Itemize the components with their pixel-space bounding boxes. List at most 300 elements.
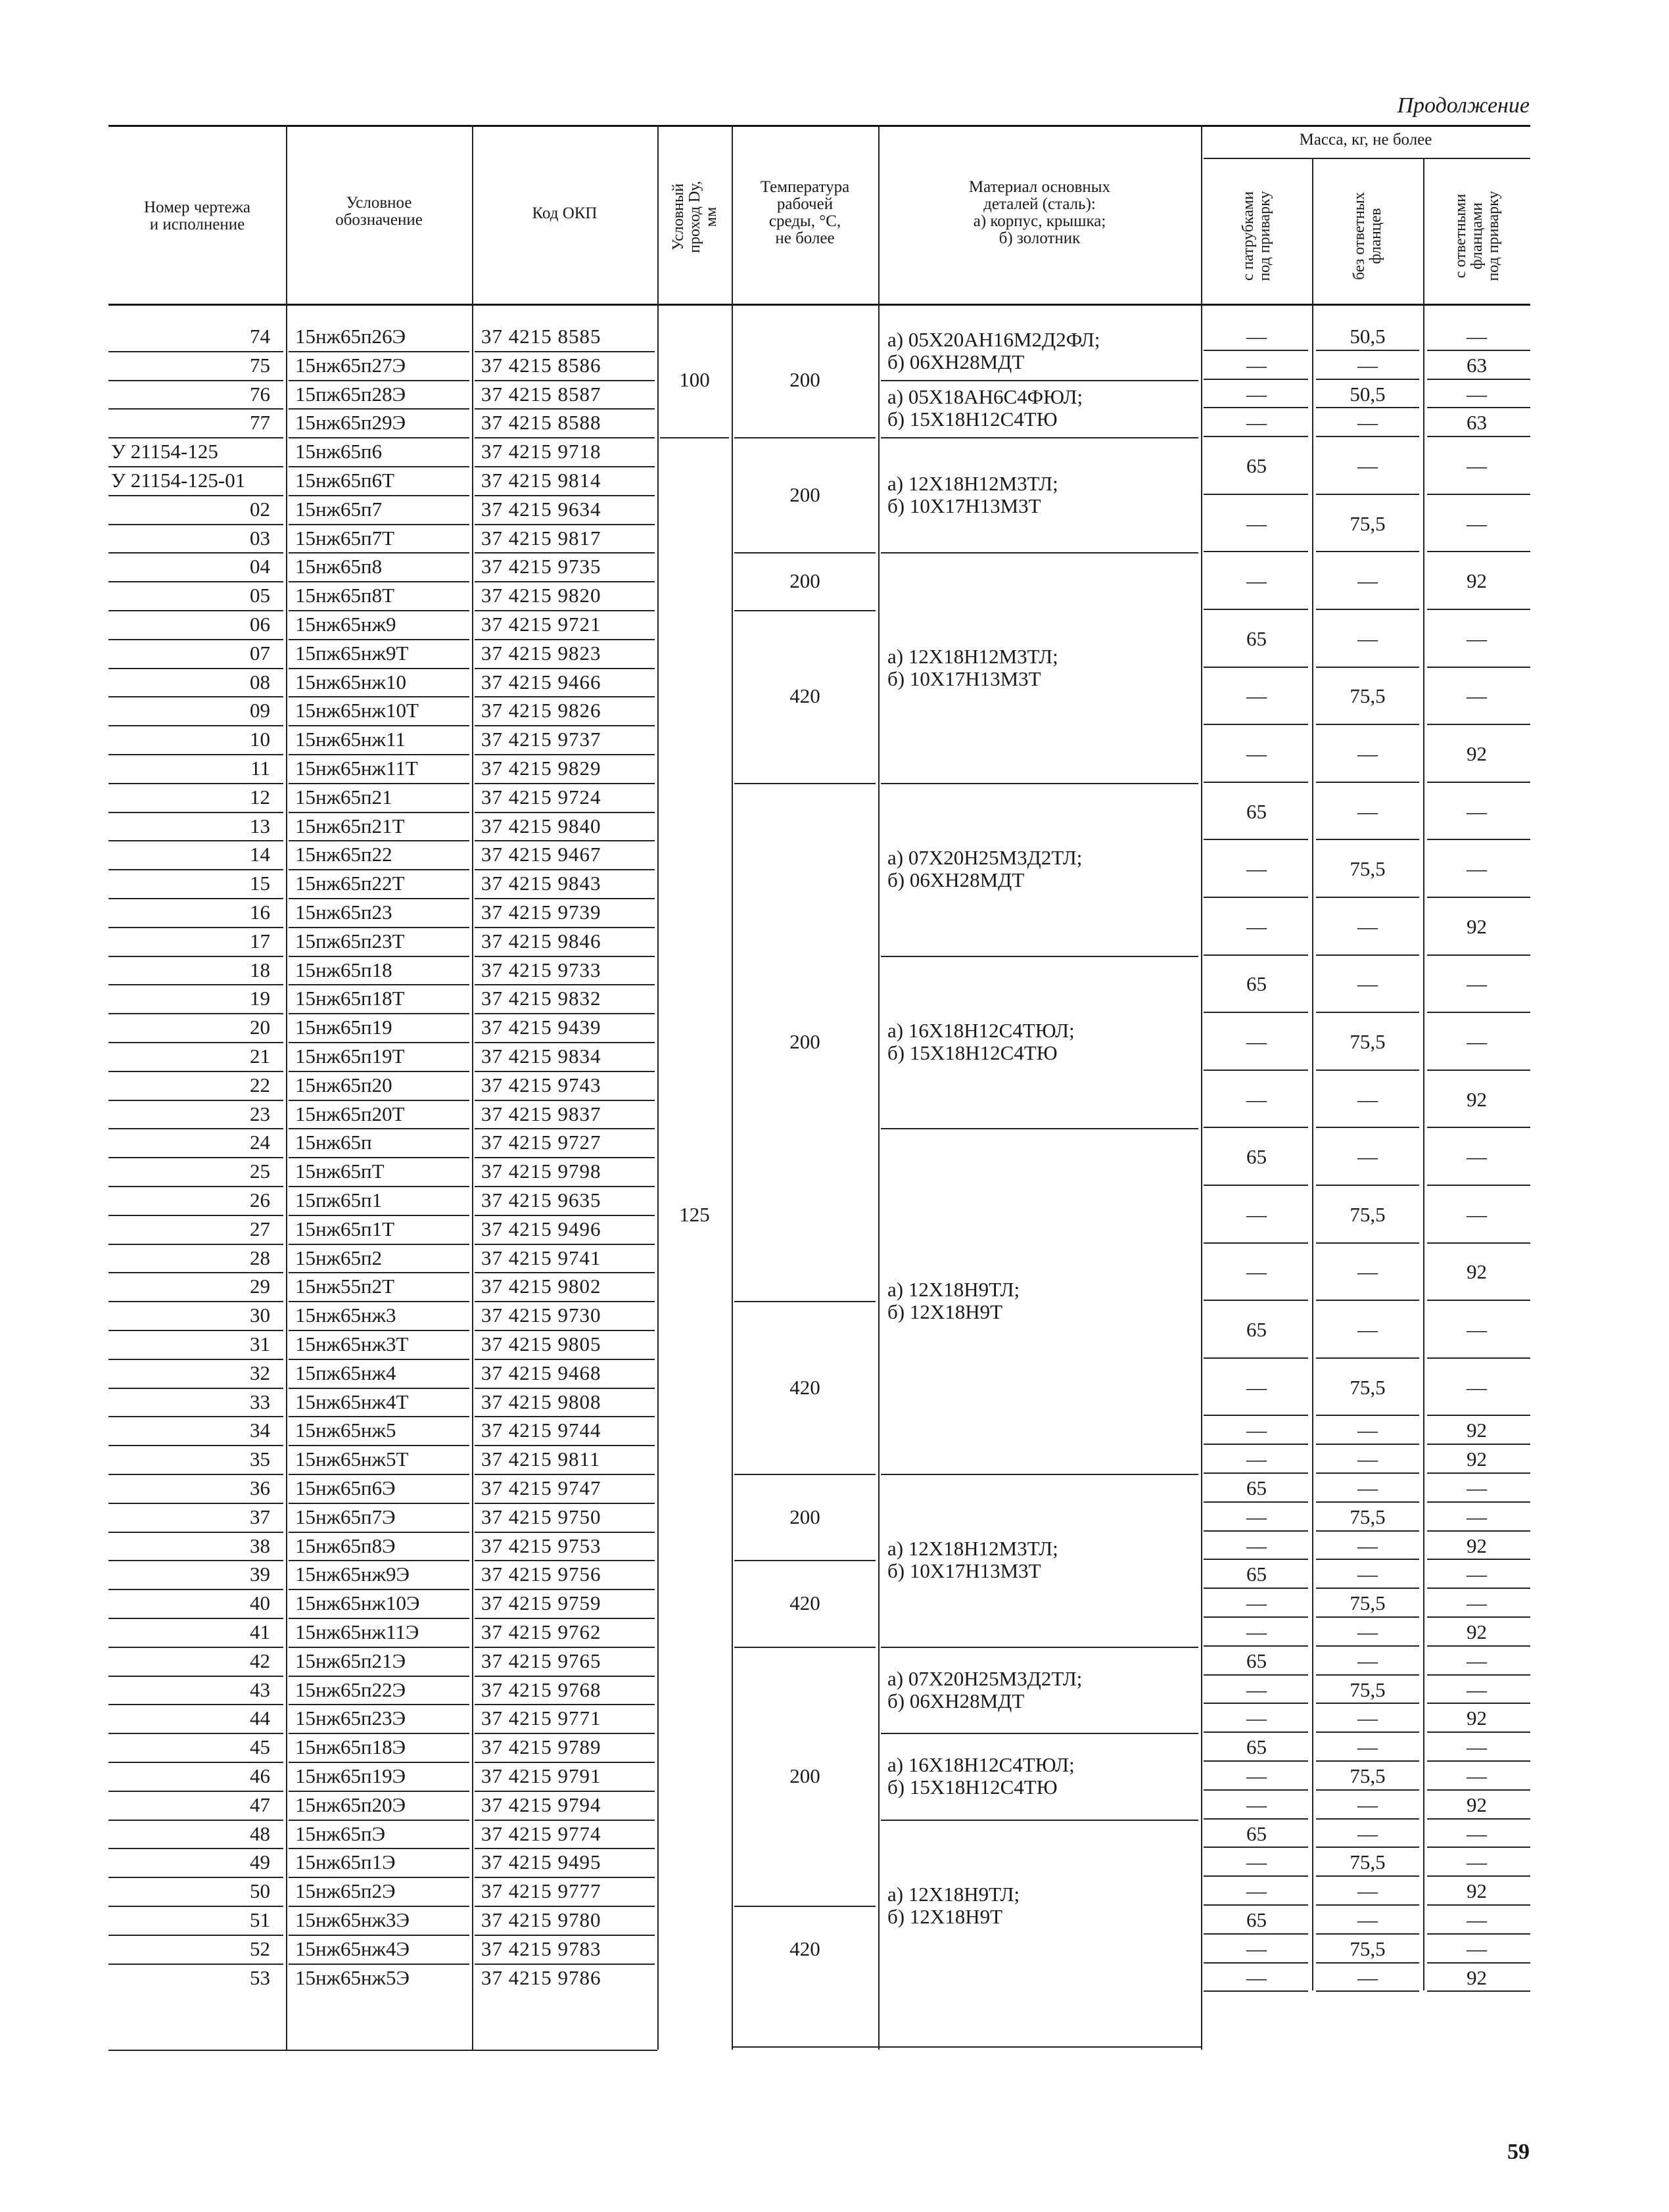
drawing-number: 08 <box>250 670 270 694</box>
mass-rule <box>1427 897 1530 898</box>
material-spool: б) 06ХН28МДТ <box>887 350 1025 373</box>
designation: 15нж65нж9Э <box>295 1563 410 1586</box>
designation: 15нж65п18Т <box>295 987 405 1010</box>
mass-rule <box>1427 1472 1530 1474</box>
designation: 15нж65п21Э <box>295 1649 406 1672</box>
row-rule <box>108 840 283 841</box>
row-rule <box>289 696 469 697</box>
row-rule <box>475 1877 655 1878</box>
okp-code: 37 4215 9829 <box>481 757 601 780</box>
mass-with-flanges: 92 <box>1467 569 1487 593</box>
okp-code: 37 4215 9735 <box>481 555 601 578</box>
drawing-number: 52 <box>250 1937 270 1960</box>
mass-without-flanges: — <box>1357 454 1378 477</box>
designation: 15нж65нж9 <box>295 613 396 636</box>
header-top-rule <box>108 125 1530 127</box>
designation: 15нж65п21Т <box>295 814 405 837</box>
mass-with-flanges: 92 <box>1467 1620 1487 1643</box>
row-rule <box>475 351 655 352</box>
mass-rule <box>1316 1415 1419 1416</box>
designation: 15нж65п19Т <box>295 1045 405 1068</box>
designation: 15нж65п27Э <box>295 353 406 377</box>
okp-code: 37 4215 9635 <box>481 1188 601 1212</box>
drawing-number: 29 <box>250 1275 270 1298</box>
material-body: а) 12Х18Н12М3ТЛ; <box>887 471 1058 495</box>
designation: 15пж65п1 <box>295 1188 383 1212</box>
row-rule <box>108 380 283 381</box>
row-rule <box>289 1416 469 1417</box>
row-rule <box>475 840 655 841</box>
row-rule <box>108 725 283 726</box>
mass-with-pipes: 65 <box>1246 1822 1267 1845</box>
mass-rule <box>1316 1300 1419 1301</box>
mass-with-flanges: — <box>1467 1850 1487 1874</box>
mass-without-flanges: — <box>1357 1649 1378 1672</box>
mass-rule <box>1204 1530 1308 1532</box>
mass-rule <box>1316 782 1419 783</box>
mass-without-flanges: 50,5 <box>1350 324 1386 348</box>
mass-with-pipes: — <box>1246 1447 1267 1471</box>
mass-without-flanges: 75,5 <box>1350 511 1386 535</box>
okp-code: 37 4215 9777 <box>481 1879 601 1903</box>
drawing-number: 37 <box>250 1505 270 1528</box>
mass-rule <box>1204 1847 1308 1848</box>
row-rule <box>475 1445 655 1446</box>
mass-rule <box>1316 1645 1419 1647</box>
mass-rule <box>1427 1012 1530 1013</box>
mass-rule <box>1204 1904 1308 1906</box>
row-rule <box>108 1618 283 1619</box>
row-rule <box>289 984 469 985</box>
row-rule <box>289 1244 469 1245</box>
row-rule <box>475 1704 655 1705</box>
row-rule <box>289 639 469 640</box>
designation: 15нж65п8Т <box>295 584 395 607</box>
mass-without-flanges: — <box>1357 1260 1378 1284</box>
drawing-number: 10 <box>250 728 270 751</box>
okp-code: 37 4215 9826 <box>481 699 601 722</box>
mass-rule <box>1204 1760 1308 1762</box>
mass-with-pipes: 65 <box>1246 799 1267 823</box>
mass-with-flanges: — <box>1467 1735 1487 1759</box>
row-rule <box>475 1013 655 1014</box>
mass-rule <box>1204 954 1308 956</box>
row-rule <box>475 1848 655 1849</box>
row-rule <box>108 869 283 870</box>
group-rule <box>881 1128 1198 1129</box>
okp-code: 37 4215 9737 <box>481 728 601 751</box>
drawing-number: 07 <box>250 641 270 665</box>
row-rule <box>475 1964 655 1965</box>
mass-rule <box>1316 1070 1419 1071</box>
mass-with-flanges: 92 <box>1467 1087 1487 1111</box>
header-mass-without-flanges: без ответных фланцев <box>1350 191 1384 280</box>
drawing-number: 25 <box>250 1160 270 1183</box>
mass-with-pipes: — <box>1246 1030 1267 1053</box>
mass-without-flanges: — <box>1357 1476 1378 1499</box>
row-rule <box>475 552 655 553</box>
okp-code: 37 4215 9823 <box>481 641 601 665</box>
row-rule <box>108 1474 283 1475</box>
drawing-number: 21 <box>250 1045 270 1068</box>
row-rule <box>475 1560 655 1561</box>
row-rule <box>108 1935 283 1936</box>
row-rule <box>475 1071 655 1072</box>
row-rule <box>475 466 655 467</box>
row-rule <box>289 1647 469 1648</box>
mass-rule <box>1427 436 1530 437</box>
mass-with-pipes: — <box>1246 1591 1267 1615</box>
row-rule <box>475 956 655 957</box>
designation: 15нж65п19Э <box>295 1764 406 1787</box>
mass-rule <box>1427 1530 1530 1532</box>
mass-with-pipes: 65 <box>1246 454 1267 477</box>
mass-with-flanges: — <box>1467 1908 1487 1931</box>
row-rule <box>108 1704 283 1705</box>
group-rule <box>881 552 1198 553</box>
drawing-number: 41 <box>250 1620 270 1643</box>
designation: 15нж65п22Э <box>295 1678 406 1701</box>
header-designation: Условное обозначение <box>335 194 423 229</box>
mass-with-pipes: — <box>1246 914 1267 938</box>
row-rule <box>108 1042 283 1043</box>
mass-rule <box>1204 1012 1308 1013</box>
drawing-number: 35 <box>250 1447 270 1471</box>
temperature-value: 420 <box>789 1937 820 1960</box>
row-rule <box>108 1589 283 1590</box>
mass-rule <box>1427 1703 1530 1704</box>
designation: 15нж65п22 <box>295 843 392 866</box>
row-rule <box>108 1186 283 1187</box>
okp-code: 37 4215 9840 <box>481 814 601 837</box>
continuation-label: Продолжение <box>1397 93 1530 118</box>
okp-code: 37 4215 9750 <box>481 1505 601 1528</box>
drawing-number: 19 <box>250 987 270 1010</box>
row-rule <box>289 1906 469 1907</box>
row-rule <box>475 1272 655 1273</box>
mass-without-flanges: — <box>1357 1965 1378 1989</box>
designation: 15нж65пЭ <box>295 1822 386 1845</box>
temperature-value: 420 <box>789 1591 820 1615</box>
mass-rule <box>1427 1501 1530 1503</box>
row-rule <box>289 725 469 726</box>
mass-rule <box>1204 1875 1308 1877</box>
row-rule <box>108 1503 283 1504</box>
designation: 15нж65нж3 <box>295 1304 396 1327</box>
mass-with-pipes: — <box>1246 1202 1267 1226</box>
mass-without-flanges: 50,5 <box>1350 382 1386 406</box>
group-rule <box>881 956 1198 957</box>
group-rule <box>734 1474 876 1475</box>
drawing-number: 24 <box>250 1131 270 1154</box>
mass-rule <box>1204 1703 1308 1704</box>
row-rule <box>289 1762 469 1763</box>
mass-rule <box>1316 724 1419 725</box>
designation: 15нж65п1Э <box>295 1850 396 1874</box>
row-rule <box>475 1618 655 1619</box>
mass-with-flanges: 92 <box>1467 1879 1487 1903</box>
mass-subheader-rule <box>1204 158 1530 159</box>
designation: 15нж65п7Э <box>295 1505 396 1528</box>
row-rule <box>289 1474 469 1475</box>
row-rule <box>475 1532 655 1533</box>
material-spool: б) 06ХН28МДТ <box>887 868 1025 892</box>
mass-rule <box>1316 1760 1419 1762</box>
mass-without-flanges: — <box>1357 1908 1378 1931</box>
okp-code: 37 4215 9768 <box>481 1678 601 1701</box>
row-rule <box>108 581 283 582</box>
group-rule <box>734 783 876 784</box>
okp-code: 37 4215 9467 <box>481 843 601 866</box>
row-rule <box>289 1503 469 1504</box>
mass-rule <box>1316 1501 1419 1503</box>
mass-rule <box>1427 1789 1530 1791</box>
table-bottom-rule <box>108 2050 657 2051</box>
okp-code: 37 4215 9798 <box>481 1160 601 1183</box>
drawing-number: 14 <box>250 843 270 866</box>
drawing-number: 75 <box>250 353 270 377</box>
row-rule <box>289 1157 469 1158</box>
mass-with-flanges: — <box>1467 1563 1487 1586</box>
mass-with-flanges: — <box>1467 1030 1487 1053</box>
mass-with-flanges: — <box>1467 857 1487 881</box>
row-rule <box>289 927 469 928</box>
okp-code: 37 4215 9820 <box>481 584 601 607</box>
mass-rule <box>1204 782 1308 783</box>
mass-without-flanges: 75,5 <box>1350 1850 1386 1874</box>
row-rule <box>475 1906 655 1907</box>
drawing-number: 43 <box>250 1678 270 1701</box>
material-body: а) 07Х20Н25М3Д2ТЛ; <box>887 1666 1083 1690</box>
mass-rule <box>1427 1185 1530 1186</box>
mass-rule <box>1204 1990 1308 1992</box>
row-rule <box>108 1877 283 1878</box>
drawing-number: 45 <box>250 1735 270 1759</box>
row-rule <box>108 524 283 525</box>
mass-without-flanges: — <box>1357 1145 1378 1169</box>
drawing-number: 46 <box>250 1764 270 1787</box>
drawing-number: 16 <box>250 901 270 924</box>
mass-rule <box>1427 1875 1530 1877</box>
designation: 15пж65нж9Т <box>295 641 409 665</box>
designation: 15нж65п20Э <box>295 1793 406 1816</box>
row-rule <box>108 1244 283 1245</box>
row-rule <box>289 1042 469 1043</box>
drawing-number: 04 <box>250 555 270 578</box>
mass-column-divider <box>1423 158 1424 304</box>
material-body: а) 12Х18Н12М3ТЛ; <box>887 1537 1058 1561</box>
mass-with-flanges: 92 <box>1467 1419 1487 1442</box>
okp-code: 37 4215 9802 <box>481 1275 601 1298</box>
mass-rule <box>1316 1185 1419 1186</box>
designation: 15нж65нж11Т <box>295 757 418 780</box>
drawing-number: У 21154-125-01 <box>111 469 246 492</box>
okp-code: 37 4215 8587 <box>481 382 601 406</box>
table-bottom-rule <box>732 2046 1201 2048</box>
designation: 15нж65нж11Э <box>295 1620 419 1643</box>
header-material: Материал основных деталей (сталь): а) корпус, крышка; б) золотник <box>968 178 1111 247</box>
drawing-number: 50 <box>250 1879 270 1903</box>
mass-without-flanges: — <box>1357 1735 1378 1759</box>
nominal-bore-value: 100 <box>679 367 710 391</box>
okp-code: 37 4215 8586 <box>481 353 601 377</box>
row-rule <box>289 1013 469 1014</box>
group-rule <box>881 1474 1198 1475</box>
mass-without-flanges: — <box>1357 1318 1378 1341</box>
mass-without-flanges: — <box>1357 569 1378 593</box>
row-rule <box>289 552 469 553</box>
row-rule <box>475 524 655 525</box>
mass-with-flanges: — <box>1467 1375 1487 1399</box>
mass-rule <box>1204 1588 1308 1589</box>
mass-rule <box>1316 1962 1419 1964</box>
group-rule <box>734 552 876 553</box>
designation: 15нж65п21 <box>295 785 392 809</box>
okp-code: 37 4215 9832 <box>481 987 601 1010</box>
okp-code: 37 4215 9846 <box>481 929 601 953</box>
designation: 15нж65нж11 <box>295 728 406 751</box>
drawing-number: 02 <box>250 497 270 521</box>
okp-code: 37 4215 8588 <box>481 411 601 435</box>
designation: 15нж65п23 <box>295 901 392 924</box>
mass-without-flanges: — <box>1357 411 1378 435</box>
drawing-number: 77 <box>250 411 270 435</box>
row-rule <box>475 984 655 985</box>
mass-column-divider <box>1312 158 1313 304</box>
okp-code: 37 4215 9789 <box>481 1735 601 1759</box>
row-rule <box>289 1676 469 1677</box>
designation: 15пж65нж4 <box>295 1361 396 1384</box>
drawing-number: 33 <box>250 1390 270 1413</box>
mass-rule <box>1316 1616 1419 1618</box>
row-rule <box>108 1820 283 1821</box>
mass-rule <box>1316 1875 1419 1877</box>
drawing-number: 18 <box>250 958 270 981</box>
mass-rule <box>1427 1990 1530 1992</box>
material-body: а) 05Х20АН16М2Д2ФЛ; <box>887 327 1100 351</box>
designation: 15нж65п20 <box>295 1073 392 1096</box>
mass-rule <box>1427 609 1530 610</box>
row-rule <box>289 812 469 813</box>
row-rule <box>108 984 283 985</box>
mass-rule <box>1427 1300 1530 1301</box>
row-rule <box>289 1532 469 1533</box>
mass-rule <box>1204 1127 1308 1128</box>
mass-without-flanges: 75,5 <box>1350 1591 1386 1615</box>
row-rule <box>475 437 655 438</box>
body-column-divider <box>657 304 659 2050</box>
row-rule <box>108 552 283 553</box>
row-rule <box>475 869 655 870</box>
group-rule <box>660 437 729 438</box>
mass-rule <box>1316 1933 1419 1935</box>
okp-code: 37 4215 8585 <box>481 325 601 348</box>
mass-with-flanges: — <box>1467 1678 1487 1701</box>
temperature-value: 200 <box>789 1030 820 1053</box>
drawing-number: 12 <box>250 785 270 809</box>
row-rule <box>108 466 283 467</box>
okp-code: 37 4215 9805 <box>481 1332 601 1355</box>
mass-rule <box>1204 436 1308 437</box>
temperature-value: 420 <box>789 1375 820 1399</box>
mass-rule <box>1427 1357 1530 1359</box>
row-rule <box>289 466 469 467</box>
mass-rule <box>1204 1472 1308 1474</box>
row-rule <box>475 1474 655 1475</box>
row-rule <box>475 696 655 697</box>
mass-with-pipes: — <box>1246 1505 1267 1528</box>
mass-without-flanges: 75,5 <box>1350 1764 1386 1787</box>
mass-with-pipes: — <box>1246 511 1267 535</box>
mass-rule <box>1204 1357 1308 1359</box>
okp-code: 37 4215 9747 <box>481 1476 601 1499</box>
designation: 15нж65п8Э <box>295 1534 396 1557</box>
mass-with-flanges: — <box>1467 684 1487 708</box>
row-rule <box>108 1445 283 1446</box>
mass-rule <box>1316 1789 1419 1791</box>
designation: 15нж65нж10Э <box>295 1591 420 1615</box>
designation: 15нж65п26Э <box>295 325 406 348</box>
mass-with-pipes: — <box>1246 1375 1267 1399</box>
designation: 15нж65п20Т <box>295 1102 405 1125</box>
okp-code: 37 4215 9843 <box>481 872 601 895</box>
mass-without-flanges: — <box>1357 353 1378 377</box>
mass-rule <box>1427 350 1530 351</box>
mass-rule <box>1316 1472 1419 1474</box>
mass-with-flanges: 92 <box>1467 1965 1487 1989</box>
mass-without-flanges: 75,5 <box>1350 1375 1386 1399</box>
drawing-number: 05 <box>250 584 270 607</box>
mass-rule <box>1427 1645 1530 1647</box>
row-rule <box>289 1848 469 1849</box>
mass-rule <box>1204 1645 1308 1647</box>
mass-rule <box>1316 1559 1419 1560</box>
mass-without-flanges: 75,5 <box>1350 857 1386 881</box>
mass-rule <box>1316 1674 1419 1676</box>
row-rule <box>108 1128 283 1129</box>
mass-rule <box>1204 379 1308 380</box>
mass-with-flanges: 92 <box>1467 914 1487 938</box>
row-rule <box>475 408 655 410</box>
drawing-number: 13 <box>250 814 270 837</box>
row-rule <box>108 437 283 438</box>
mass-with-pipes: 65 <box>1246 1563 1267 1586</box>
mass-rule <box>1204 1559 1308 1560</box>
mass-rule <box>1316 897 1419 898</box>
okp-code: 37 4215 9744 <box>481 1419 601 1442</box>
designation: 15нж65нж3Т <box>295 1332 409 1355</box>
row-rule <box>475 1676 655 1677</box>
mass-with-pipes: — <box>1246 1937 1267 1960</box>
mass-rule <box>1204 1300 1308 1301</box>
group-rule <box>734 610 876 611</box>
group-rule <box>734 1906 876 1907</box>
material-spool: б) 10Х17Н13М3Т <box>887 667 1041 690</box>
row-rule <box>475 1157 655 1158</box>
row-rule <box>108 610 283 611</box>
row-rule <box>475 1359 655 1360</box>
mass-rule <box>1204 1501 1308 1503</box>
designation: 15нж65нж10Т <box>295 699 419 722</box>
designation: 15нж65нж4Т <box>295 1390 409 1413</box>
mass-rule <box>1204 667 1308 668</box>
mass-with-flanges: — <box>1467 1822 1487 1845</box>
row-rule <box>289 869 469 870</box>
designation: 15нж65п19 <box>295 1016 392 1039</box>
mass-rule <box>1204 1789 1308 1791</box>
designation: 15нж65п23Э <box>295 1706 406 1730</box>
mass-without-flanges: 75,5 <box>1350 684 1386 708</box>
